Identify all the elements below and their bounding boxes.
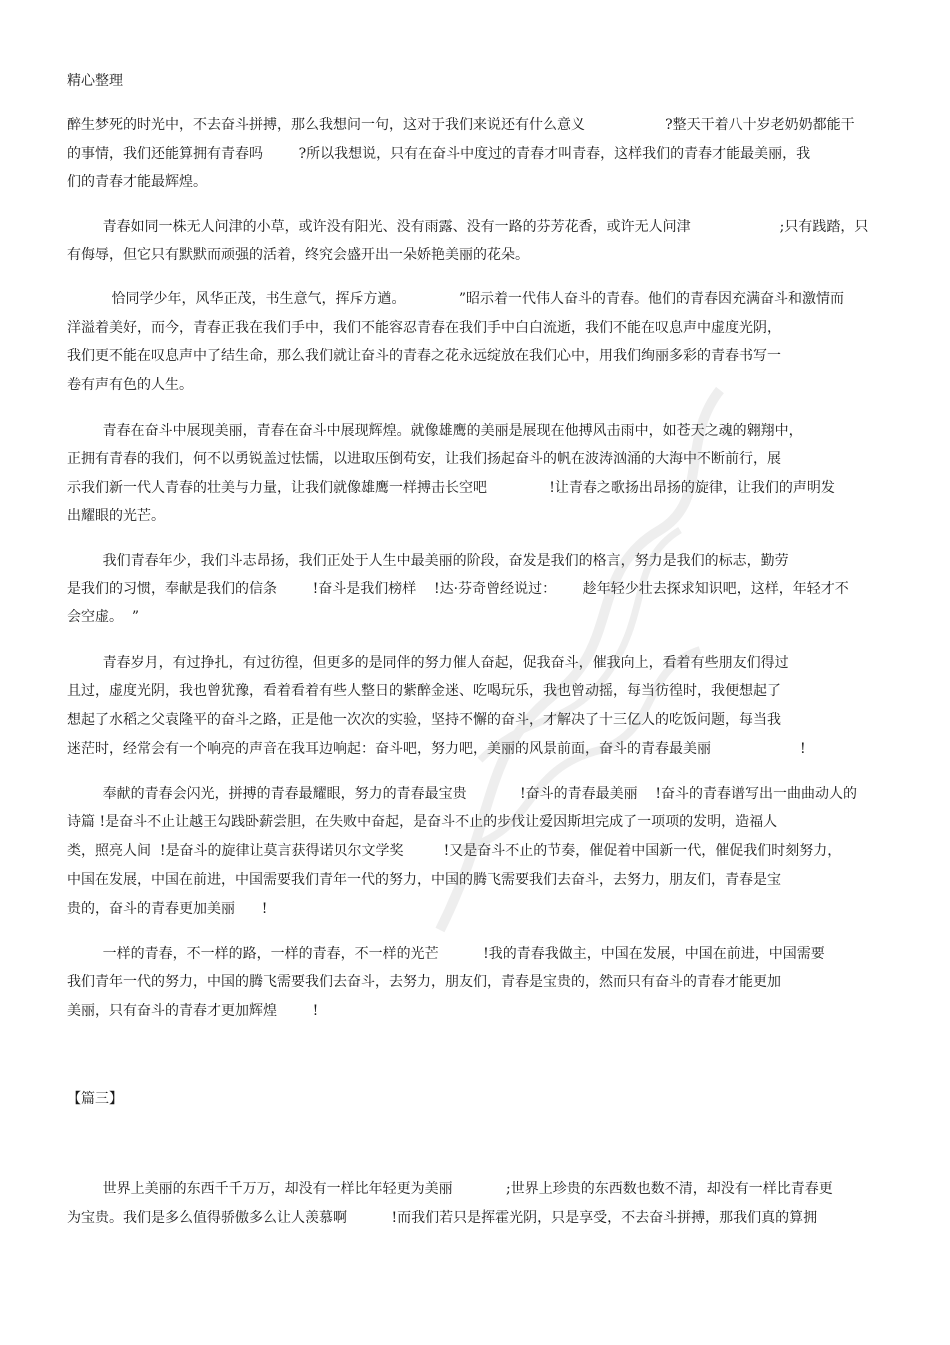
paragraph-line: 卷有声有色的人生。 (67, 377, 193, 393)
paragraph-line: 们的青春才能最辉煌。 (67, 174, 207, 190)
paragraph-line: 我们更不能在叹息声中了结生命，那么我们就让奋斗的青春之花永远绽放在我们心中，用我们绚丽多彩的青春书写一 (67, 348, 781, 364)
watermark-scribble (420, 330, 740, 950)
paragraph-line: 青春岁月，有过挣扎，有过彷徨，但更多的是同伴的努力催人奋起，促我奋斗，催我向上，看着有些朋友们得过 (67, 655, 789, 671)
paragraph-line: 迷茫时，经常会有一个响亮的声音在我耳边响起：奋斗吧，努力吧，美丽的风景前面，奋斗的青春最美丽 ! (67, 741, 806, 757)
paragraph-line: 示我们新一代人青春的壮美与力量，让我们就像雄鹰一样搏击长空吧 !让青春之歌扬出昂扬的旋律，让我们的声明发 (67, 480, 835, 496)
paragraph-line: 诗篇 !是奋斗不止让越王勾践卧薪尝胆，在失败中奋起，是奋斗不止的步伐让爱因斯坦完成了一项项的发明，造福人 (67, 814, 778, 830)
paragraph-line: 美丽，只有奋斗的青春才更加辉煌 ! (67, 1003, 319, 1019)
paragraph-line: 想起了水稻之父袁隆平的奋斗之路，正是他一次次的实验，坚持不懈的奋斗，才解决了十三亿人的吃饭问题，每当我 (67, 712, 781, 728)
paragraph-line: 贵的，奋斗的青春更加美丽 ! (67, 901, 268, 917)
page-header: 精心整理 (67, 73, 123, 89)
paragraph-line: 恰同学少年，风华正茂，书生意气，挥斥方遒。 ”昭示着一代伟人奋斗的青春。他们的青春因充满奋斗和激情而 (67, 291, 845, 307)
paragraph-line: 中国在发展，中国在前进，中国需要我们青年一代的努力，中国的腾飞需要我们去奋斗，去努力，朋友们，青春是宝 (67, 872, 781, 888)
paragraph-line: 且过，虚度光阴，我也曾犹豫，看着看着有些人整日的紫醉金迷、吃喝玩乐，我也曾动摇，每当彷徨时，我便想起了 (67, 683, 781, 699)
paragraph-line: 青春如同一株无人问津的小草，或许没有阳光、没有雨露、没有一路的芬芳花香，或许无人问津 ;只有践踏，只 (67, 219, 869, 235)
paragraph-line: 为宝贵。我们是多么值得骄傲多么让人羡慕啊 !而我们若只是挥霍光阴，只是享受，不去奋斗拼搏，那我们真的算拥 (67, 1210, 818, 1226)
paragraph-line: 类，照亮人间 !是奋斗的旋律让莫言获得诺贝尔文学奖 !又是奋斗不止的节奏，催促着中国新一代，催促我们时刻努力， (67, 843, 842, 859)
paragraph-line: 是我们的习惯，奉献是我们的信条 !奋斗是我们榜样 !达·芬奇曾经说过： 趁年轻少壮去探求知识吧，这样，年轻才不 (67, 581, 849, 597)
paragraph-line: 世界上美丽的东西千千万万，却没有一样比年轻更为美丽 ;世界上珍贵的东西数也数不清，却没有一样比青春更 (67, 1181, 833, 1197)
paragraph-line: 会空虚。 ” (67, 609, 140, 625)
paragraph-line: 奉献的青春会闪光，拼搏的青春最耀眼，努力的青春最宝贵 !奋斗的青春最美丽 !奋斗的青春谱写出一曲曲动人的 (67, 786, 858, 802)
section-heading: 【篇三】 (67, 1091, 123, 1107)
paragraph-line: 一样的青春，不一样的路，一样的青春，不一样的光芒 !我的青春我做主，中国在发展，中国在前进，中国需要 (67, 946, 825, 962)
paragraph-line: 有侮辱，但它只有默默而顽强的活着，终究会盛开出一朵娇艳美丽的花朵。 (67, 247, 529, 263)
paragraph-line: 正拥有青春的我们，何不以勇锐盖过怯懦，以进取压倒苟安，让我们扬起奋斗的帆在波涛汹涌的大海中不断前行，展 (67, 451, 781, 467)
paragraph-line: 的事情，我们还能算拥有青春吗 ?所以我想说，只有在奋斗中度过的青春才叫青春，这样我们的青春才能最美丽，我 (67, 146, 811, 162)
paragraph-line: 醉生梦死的时光中，不去奋斗拼搏，那么我想问一句，这对于我们来说还有什么意义 ?整天干着八十岁老奶奶都能干 (67, 117, 855, 133)
paragraph-line: 青春在奋斗中展现美丽，青春在奋斗中展现辉煌。就像雄鹰的美丽是展现在他搏风击雨中，如苍天之魂的翱翔中， (67, 423, 803, 439)
paragraph-line: 我们青年一代的努力，中国的腾飞需要我们去奋斗，去努力，朋友们，青春是宝贵的，然而只有奋斗的青春才能更加 (67, 974, 781, 990)
paragraph-line: 我们青春年少，我们斗志昂扬，我们正处于人生中最美丽的阶段，奋发是我们的格言，努力是我们的标志，勤劳 (67, 553, 789, 569)
paragraph-line: 洋溢着美好，而今，青春正我在我们手中，我们不能容忍青春在我们手中白白流逝，我们不能在叹息声中虚度光阴， (67, 320, 781, 336)
paragraph-line: 出耀眼的光芒。 (67, 508, 165, 524)
